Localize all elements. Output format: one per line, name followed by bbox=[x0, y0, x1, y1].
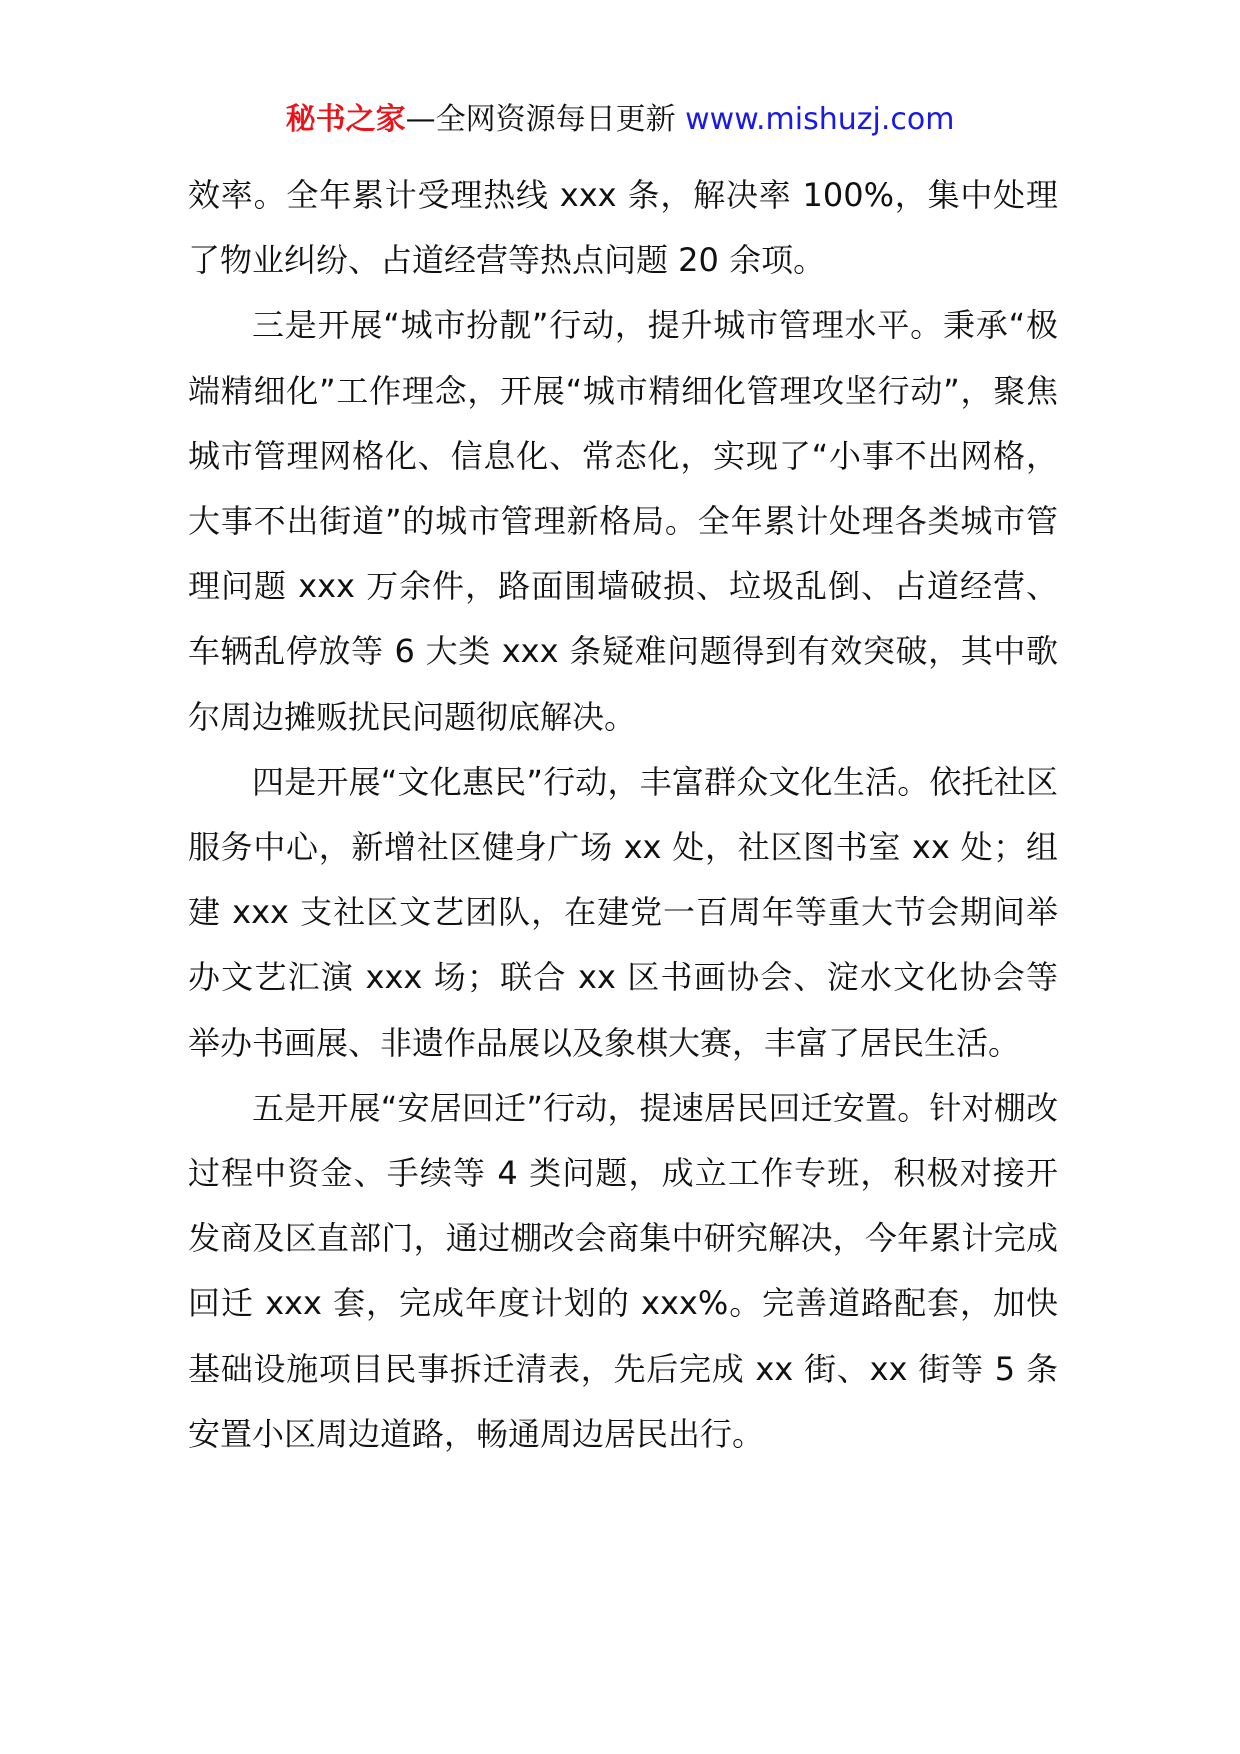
brand-name: 秘书之家 bbox=[285, 102, 406, 137]
paragraph-city-beautify: 三是开展“城市扮靓”行动，提升城市管理水平。秉承“极端精细化”工作理念，开展“城市精细化管理攻坚行动”，聚焦城市管理网格化、信息化、常态化，实现了“小事不出网格，大事不出街道”的城市管理新格局。全年累计处理各类城市管理问题 xxx 万余件，路面围墙破损、垃圾乱倒、占道经营、车辆乱停放等 6 大类 xxx 条疑难问题得到有效突破，其中歌尔周边摊贩扰民问题彻底解决。 bbox=[188, 306, 1058, 736]
document-body bbox=[188, 163, 1058, 1467]
site-header bbox=[0, 100, 1240, 140]
header-slogan: —全网资源每日更新 bbox=[405, 102, 686, 137]
paragraph-resettlement: 五是开展“安居回迁”行动，提速居民回迁安置。针对棚改过程中资金、手续等 4 类问题，成立工作专班，积极对接开发商及区直部门，通过棚改会商集中研究解决，今年累计完成回迁 xxx 套，完成年度计划的 xxx%。完善道路配套，加快基础设施项目民事拆迁清表，先后完成 xx 街、xx 街等 5 条安置小区周边道路，畅通周边居民出行。 bbox=[188, 1088, 1058, 1453]
paragraph-continuation: 效率。全年累计受理热线 xxx 条，解决率 100%，集中处理了物业纠纷、占道经营等热点问题 20 余项。 bbox=[188, 176, 1058, 280]
site-url-link[interactable]: www.mishuzj.com bbox=[685, 102, 955, 137]
paragraph-culture: 四是开展“文化惠民”行动，丰富群众文化生活。依托社区服务中心，新增社区健身广场 xx 处，社区图书室 xx 处；组建 xxx 支社区文艺团队，在建党一百周年等重大节会期间举办文艺汇演 xxx 场；联合 xx 区书画协会、淀水文化协会等举办书画展、非遗作品展以及象棋大赛，丰富了居民生活。 bbox=[188, 762, 1058, 1062]
